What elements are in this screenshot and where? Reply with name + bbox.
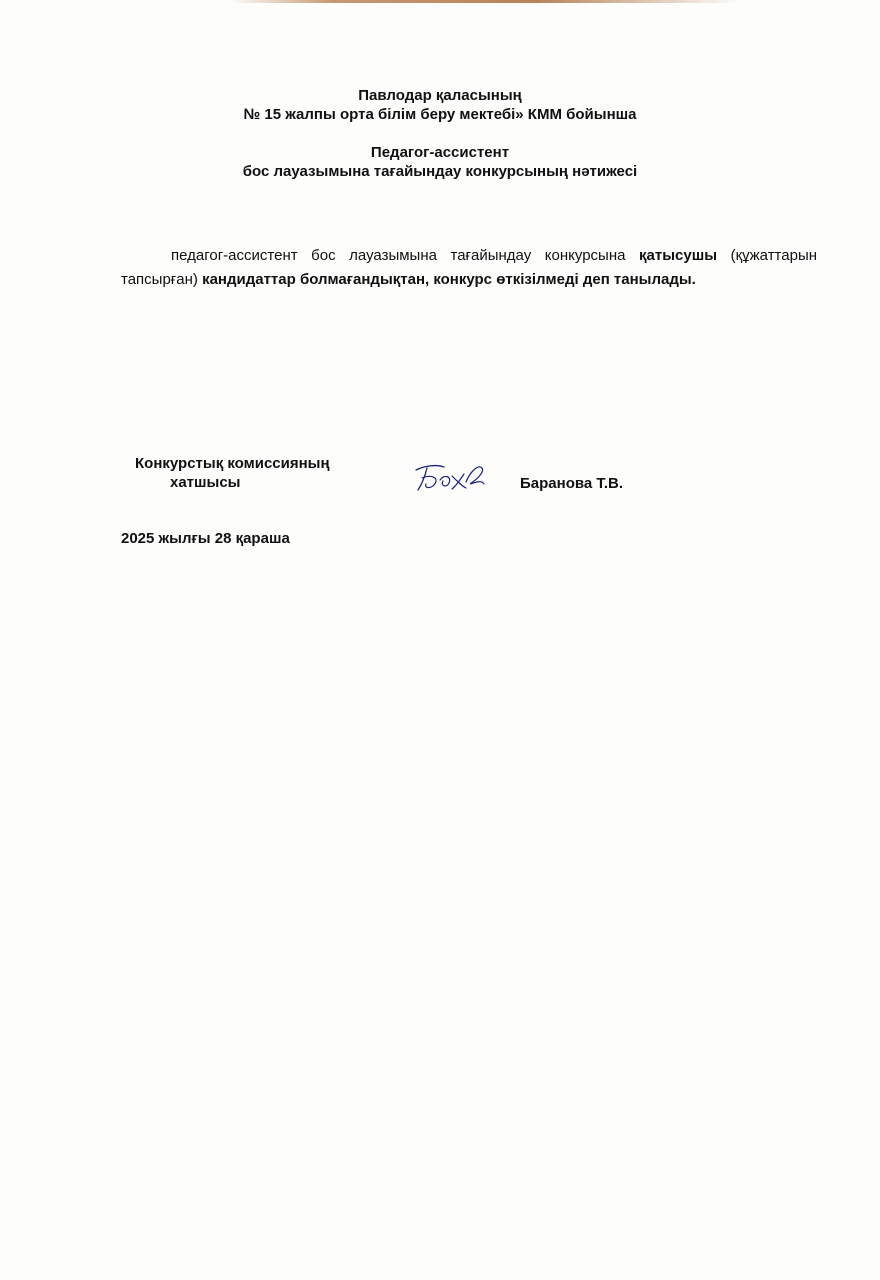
header-line-city: Павлодар қаласының bbox=[358, 87, 522, 104]
body-paragraph bbox=[121, 244, 817, 292]
body-part-3: (құжаттарын тапсырған) bbox=[121, 247, 818, 288]
body-part-1: педагог-ассистент бос лауазымына тағайындау конкурсына bbox=[171, 247, 640, 264]
scan-edge-strip bbox=[230, 0, 740, 3]
header-line-position: Педагог-ассистент bbox=[370, 144, 510, 161]
document-date: 2025 жылғы 28 қараша bbox=[121, 530, 290, 547]
document-header bbox=[0, 86, 880, 181]
handwritten-signature bbox=[410, 458, 490, 498]
body-part-4: кандидаттар болмағандықтан, конкурс өткізілмеді деп танылады. bbox=[202, 271, 696, 288]
body-part-2: қатысушы bbox=[639, 247, 718, 264]
role-line-1: Конкурстық комиссияның bbox=[135, 455, 330, 472]
header-line-school: № 15 жалпы орта білім беру мектебі» КММ бойынша bbox=[243, 106, 637, 123]
role-line-2: хатшысы bbox=[170, 474, 241, 491]
header-line-result: бос лауазымына тағайындау конкурсының нәтижесі bbox=[242, 163, 638, 180]
signatory-role bbox=[135, 454, 330, 492]
signatory-name: Баранова Т.В. bbox=[520, 475, 624, 492]
